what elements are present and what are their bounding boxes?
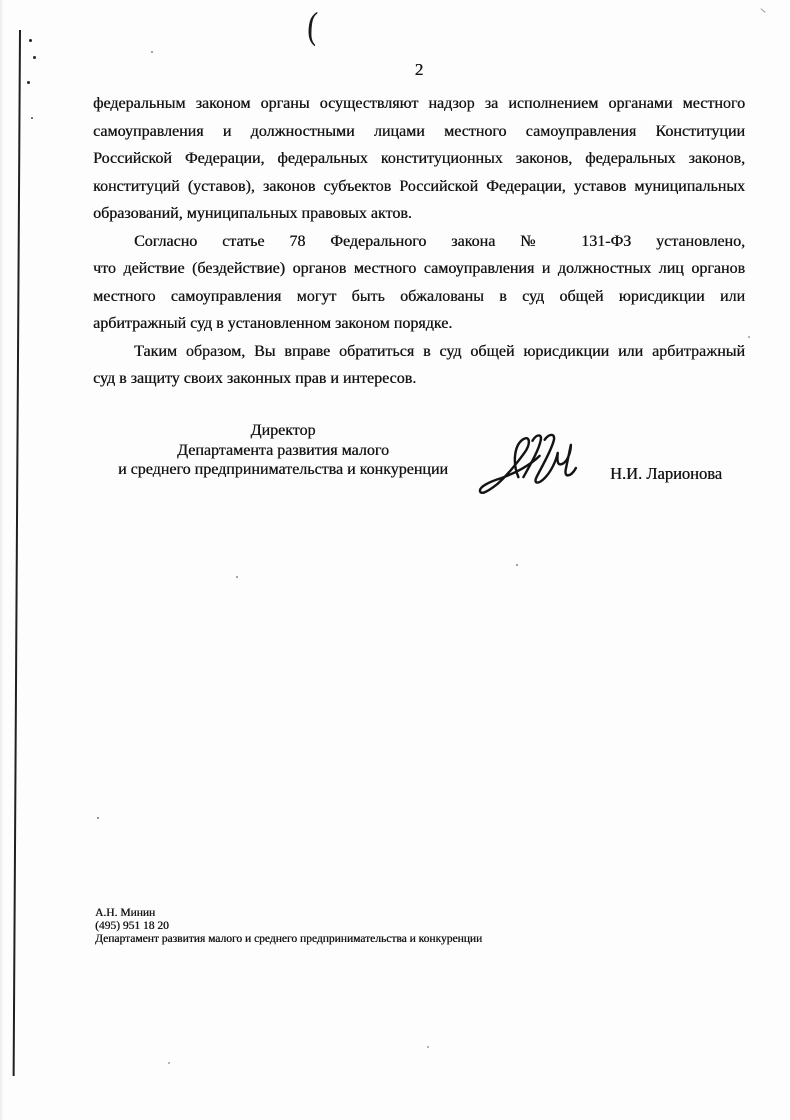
- scan-speck: [97, 817, 99, 819]
- scan-speck: [748, 336, 750, 338]
- handwritten-signature: [478, 430, 584, 504]
- paragraph: [93, 338, 745, 393]
- page-number: 2: [414, 60, 424, 79]
- signer-title-line: Департамента развития малого: [177, 441, 389, 459]
- signer-title-block: [100, 421, 466, 480]
- text-line: Российской Федерации, федеральных конституционных законов, федеральных законов,: [93, 150, 745, 167]
- executor-phone: (495) 951 18 20: [95, 920, 169, 932]
- scan-speck: [427, 1046, 429, 1048]
- scan-speck: [236, 576, 238, 578]
- letter-body: [93, 90, 745, 393]
- text-line: что действие (бездействие) органов местного самоуправления и должностных лиц органов: [93, 260, 745, 277]
- paragraph: [93, 228, 745, 338]
- scan-speck: [33, 56, 36, 59]
- executor-department: Департамент развития малого и среднего предпринимательства и конкуренции: [95, 933, 483, 945]
- text-line: федеральным законом органы осуществляют надзор за исполнением органами местного: [93, 95, 745, 112]
- executor-name: А.Н. Минин: [95, 907, 156, 919]
- text-line: Согласно статье 78 Федерального закона № 131-ФЗ установлено,: [134, 232, 745, 250]
- scan-speck: [516, 564, 518, 566]
- scan-speck: [168, 1062, 170, 1064]
- scan-edge-line: [13, 30, 21, 1076]
- text-line: суд в защиту своих законных прав и интересов.: [93, 370, 417, 387]
- signer-title-line: и среднего предпринимательства и конкуренции: [118, 461, 448, 478]
- paragraph: [93, 90, 745, 228]
- text-line: самоуправления и должностными лицами местного самоуправления Конституции: [93, 122, 745, 140]
- text-line: Таким образом, Вы вправе обратиться в суд общей юрисдикции или арбитражный: [134, 342, 745, 360]
- signer-title-line: Директор: [250, 422, 316, 439]
- executor-info: [95, 907, 482, 946]
- scan-speck: [27, 81, 30, 84]
- paren-mark: (: [306, 4, 319, 48]
- scan-speck: [29, 39, 32, 42]
- scan-speck: [151, 51, 153, 53]
- text-line: арбитражный суд в установленном законом порядке.: [93, 315, 453, 332]
- text-line: образований, муниципальных правовых актов.: [93, 205, 412, 222]
- scan-edge-shadow: [0, 0, 4, 1120]
- scan-speck: [31, 117, 33, 119]
- text-line: местного самоуправления могут быть обжалованы в суд общей юрисдикции или: [93, 287, 745, 305]
- text-line: конституций (уставов), законов субъектов Российской Федерации, уставов муниципальных: [93, 177, 745, 195]
- signer-name: Н.И. Ларионова: [610, 464, 723, 483]
- scan-speck: [760, 8, 765, 13]
